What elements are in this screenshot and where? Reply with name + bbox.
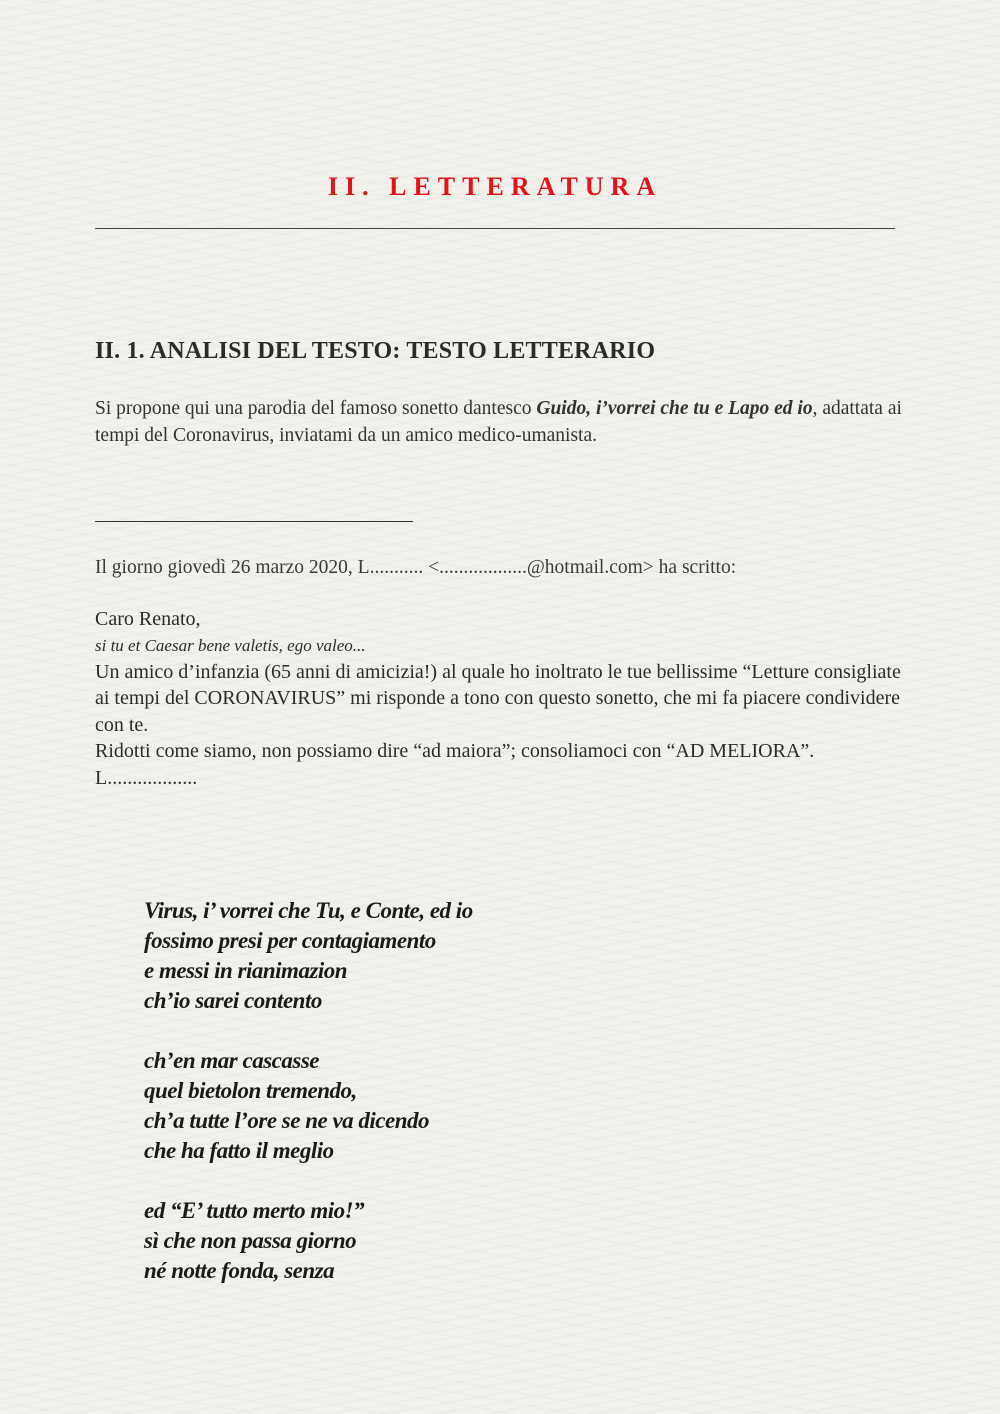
poem-line: ed “E’ tutto merto mio!”: [144, 1198, 365, 1223]
poem-line: Virus, i’ vorrei che Tu, e Conte, ed io: [144, 898, 473, 923]
poem-line: ch’io sarei contento: [144, 988, 322, 1013]
intro-text-after: , adattata ai tempi del Coronavirus, inviatami da un amico medico-umanista.: [95, 398, 902, 446]
sonnet-title: Guido, i’vorrei che tu e Lapo ed io: [536, 398, 813, 419]
letter-paragraph: Un amico d’infanzia (65 anni di amicizia!) al quale ho inoltrato le tue bellissime “Letture consigliate ai tempi del CORONAVIRUS” mi risponde a tono con questo sonetto, che mi fa piacere condividere con te.: [95, 660, 901, 736]
poem-stanza: [144, 1046, 744, 1166]
section-title: II. LETTERATURA: [327, 172, 663, 201]
intro-paragraph: [95, 395, 915, 449]
latin-line: si tu et Caesar bene valetis, ego valeo...: [95, 635, 366, 655]
letter-signature: L..................: [95, 766, 198, 789]
letter-paragraph: Ridotti come siamo, non possiamo dire “ad maiora”; consoliamoci con “AD MELIORA”.: [95, 740, 815, 762]
title-divider: [95, 228, 895, 229]
poem-line: fossimo presi per contagiamento: [144, 928, 436, 953]
poem-line: ch’en mar cascasse: [144, 1048, 319, 1073]
poem-line: quel bietolon tremendo,: [144, 1078, 357, 1103]
poem-stanza: [144, 1196, 744, 1286]
poem-line: ch’a tutte l’ore se ne va dicendo: [144, 1108, 430, 1133]
intro-text-before: Si propone qui una parodia del famoso sonetto dantesco: [95, 398, 537, 419]
poem-line: né notte fonda, senza: [144, 1258, 335, 1283]
letter-body: [95, 606, 905, 791]
poem-line: sì che non passa giorno: [144, 1228, 357, 1253]
letter-greeting: Caro Renato,: [95, 608, 201, 630]
poem: [144, 896, 744, 1316]
poem-line: che ha fatto il meglio: [144, 1138, 334, 1163]
subsection-heading: II. 1. ANALISI DEL TESTO: TESTO LETTERARIO: [95, 338, 656, 364]
email-header: Il giorno giovedì 26 marzo 2020, L........... <..................@hotmail.com> ha scritto:: [95, 557, 737, 578]
separator-rule: [95, 521, 413, 522]
poem-line: e messi in rianimazion: [144, 958, 348, 983]
poem-stanza: [144, 896, 744, 1016]
